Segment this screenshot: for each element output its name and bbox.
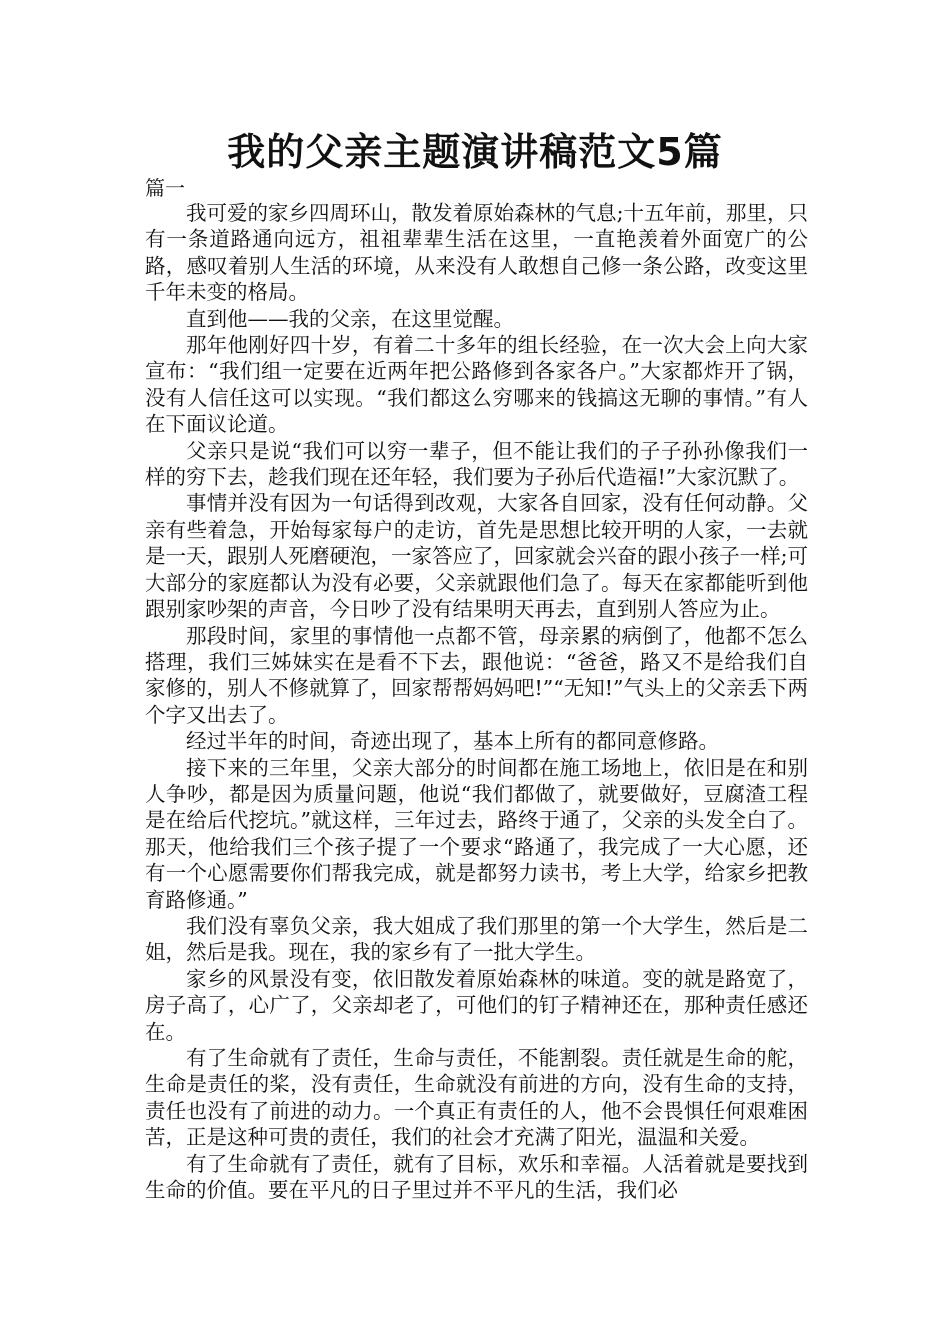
paragraph: 接下来的三年里，父亲大部分的时间都在施工场地上，依旧是在和别人争吵，都是因为质量问题，他说“我们都做了，就要做好，豆腐渣工程是在给后代挖坑。”就这样，三年过去，路终于通了，父亲的头发全白了。那天，他给我们三个孩子提了一个要求“路通了，我完成了一大心愿，还有一个心愿需要你们帮我完成，就是都努力读书，考上大学，给家乡把教育路修通。” [145,755,808,912]
paragraph: 事情并没有因为一句话得到改观，大家各自回家，没有任何动静。父亲有些着急，开始每家每户的走访，首先是思想比较开明的人家，一去就是一天，跟别人死磨硬泡，一家答应了，回家就会兴奋的跟小孩子一样;可大部分的家庭都认为没有必要，父亲就跟他们急了。每天在家都能听到他跟别家吵架的声音，今日吵了没有结果明天再去，直到别人答应为止。 [145,491,808,622]
paragraph: 直到他——我的父亲，在这里觉醒。 [186,306,514,331]
body-text [145,200,808,1203]
paragraph: 我可爱的家乡四周环山，散发着原始森林的气息;十五年前，那里，只有一条道路通向远方，祖祖辈辈生活在这里，一直艳羡着外面宽广的公路，感叹着别人生活的环境，从来没有人敢想自己修一条公路，改变这里千年未变的格局。 [145,201,808,305]
paragraph: 有了生命就有了责任，就有了目标，欢乐和幸福。人活着就是要找到生命的价值。要在平凡的日子里过并不平凡的生活，我们必 [145,1151,808,1203]
paragraph: 我们没有辜负父亲，我大姐成了我们那里的第一个大学生，然后是二姐，然后是我。现在，我的家乡有了一批大学生。 [145,913,808,965]
paragraph: 家乡的风景没有变，依旧散发着原始森林的味道。变的就是路宽了，房子高了，心广了，父亲却老了，可他们的钉子精神还在，那种责任感还在。 [145,966,808,1044]
section-label: 篇一 [145,176,185,200]
paragraph: 父亲只是说“我们可以穷一辈子，但不能让我们的子子孙孙像我们一样的穷下去，趁我们现在还年轻，我们要为子孙后代造福!”大家沉默了。 [145,438,808,490]
paragraph: 有了生命就有了责任，生命与责任，不能割裂。责任就是生命的舵，生命是责任的桨，没有责任，生命就没有前进的方向，没有生命的支持，责任也没有了前进的动力。一个真正有责任的人，他不会畏惧任何艰难困苦，正是这种可贵的责任，我们的社会才充满了阳光，温温和关爱。 [145,1046,808,1150]
paragraph: 那段时间，家里的事情他一点都不管，母亲累的病倒了，他都不怎么搭理，我们三姊妹实在是看不下去，跟他说：“爸爸，路又不是给我们自家修的，别人不修就算了，回家帮帮妈妈吧!”“无知!”气头上的父亲丢下两个字又出去了。 [145,623,808,727]
paragraph: 经过半年的时间，奇迹出现了，基本上所有的都同意修路。 [186,729,719,754]
paragraph: 那年他刚好四十岁，有着二十多年的组长经验，在一次大会上向大家宣布：“我们组一定要在近两年把公路修到各家各户。”大家都炸开了锅，没有人信任这可以实现。“我们都这么穷哪来的钱搞这无聊的事情。”有人在下面议论道。 [145,333,808,437]
page-title: 我的父亲主题演讲稿范文5篇 [227,130,723,174]
